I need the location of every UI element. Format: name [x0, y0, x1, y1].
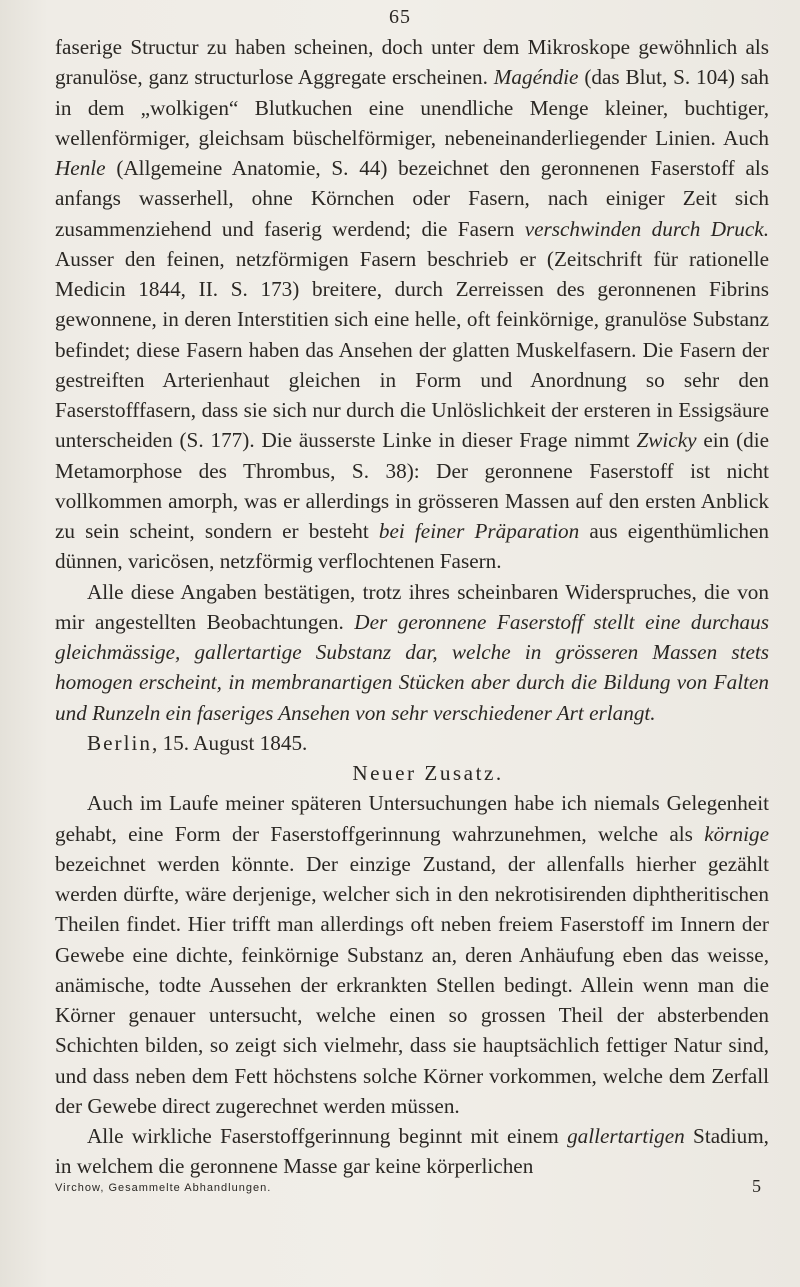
paragraph-2 [55, 577, 769, 728]
p1-italic-praeparation: bei feiner Präparation [378, 519, 580, 543]
p2-italic-conclusion: Der geronnene Faserstoff stellt eine durchaus gleichmässige, gallertartige Substanz dar, welche in grösseren Massen stets homogen erscheint, in membranartigen Stücken aber durch die Bildung von Falten und Runzeln ein faseriges Ansehen von sehr verschiedener Art erlangt. [55, 609, 769, 725]
paragraph-3 [55, 788, 769, 1121]
p3-italic-koernige: körnige [704, 821, 769, 846]
p1-text-1: faserige Structur zu haben scheinen, doch unter dem Mikroskope gewöhnlich als granulöse, ganz structurlose Aggregate erscheinen. [55, 35, 769, 90]
dateline [55, 728, 769, 758]
paragraph-4 [55, 1121, 769, 1182]
p1-italic-henle: Henle [55, 156, 106, 180]
p1-italic-magendie: Magéndie [493, 65, 579, 90]
p1-italic-druck: verschwinden durch Druck. [524, 216, 769, 241]
p1-text-2: (das Blut, S. 104) sah in dem „wolkigen“ Blutkuchen eine unendliche Menge kleiner, buchtiger, wellenförmiger, gleichsam büschelförmiger, nebeneinanderliegender Linien. Auch [55, 65, 769, 150]
signature-mark: 5 [752, 1176, 761, 1196]
page-number: 65 [389, 6, 411, 28]
p1-text-5: ein (die Metamorphose des Thrombus, S. 38): Der geronnene Faserstoff ist nicht vollkommen amorph, was er allerdings in grösseren Massen auf den ersten Anblick zu sein scheint, sondern er besteht [55, 428, 770, 543]
footer-citation [55, 1182, 271, 1194]
p4-text-2: Stadium, in welchem die geronnene Masse gar keine körperlichen [55, 1124, 769, 1179]
footer-author: Virchow [55, 1182, 101, 1194]
dateline-place: Berlin [87, 730, 152, 755]
p3-text-2: bezeichnet werden könnte. Der einzige Zustand, der allenfalls hierher gezählt werden dürfte, wäre derjenige, welcher sich in den nekrotisirenden diphtheritischen Theilen findet. Hier trifft man allerdings oft neben freiem Faserstoff im Innern der Gewebe eine dichte, feinkörnige Substanz an, deren Anhäufung eben das weisse, anämische, todte Aussehen der erkrankten Stellen bedingt. Allein wenn man die Körner genauer untersucht, welche einen so grossen Theil der absterbenden Schichten bilden, so zeigt sich vielmehr, dass sie hauptsächlich fettiger Natur sind, und dass neben dem Fett höchstens solche Körner vorkommen, welche dem Zerfall der Gewebe direct zugerechnet werden müssen. [55, 851, 769, 1118]
body-text [55, 32, 769, 1182]
dateline-date: , 15. August 1845. [151, 730, 308, 755]
p1-italic-zwicky: Zwicky [636, 428, 697, 453]
p1-text-3: (Allgemeine Anatomie, S. 44) bezeichnet den geronnenen Faserstoff als anfangs wasserhell, ohne Körnchen oder Fasern, nach einiger Zeit sich zusammenziehend und faserig werdend; die Fasern [55, 156, 769, 241]
p1-text-6: aus eigenthümlichen dünnen, varicösen, netzförmig verflochtenen Fasern. [55, 519, 769, 574]
p4-text-1: Alle wirkliche Faserstoffgerinnung beginnt mit einem [87, 1124, 568, 1148]
p1-text-4: Ausser den feinen, netzförmigen Fasern beschrieb er (Zeitschrift für rationelle Medicin 1844, II. S. 173) breitere, durch Zerreissen des geronnenen Fibrins gewonnene, in deren Interstitien sich eine helle, oft feinkörnige, granulöse Substanz befindet; diese Fasern haben das Ansehen der glatten Muskelfasern. Die Fasern der gestreiften Arterienhaut gleichen in Form und Anordnung so sehr den Faserstofffasern, dass sie sich nur durch die Unlöslichkeit der ersteren in Essigsäure unterscheiden (S. 177). Die äusserste Linke in dieser Frage nimmt [55, 246, 769, 453]
footer-collection: , Gesammelte Abhandlungen. [100, 1182, 272, 1194]
p4-italic-gallertartigen: gallertartigen [567, 1124, 685, 1148]
p3-text-1: Auch im Laufe meiner späteren Untersuchungen habe ich niemals Gelegenheit gehabt, eine Form der Faserstoffgerinnung wahrzunehmen, welche als [55, 791, 769, 846]
p2-text-1: Alle diese Angaben bestätigen, trotz ihres scheinbaren Widerspruches, die von mir angestellten Beobachtungen. [55, 579, 769, 634]
paragraph-1 [55, 32, 769, 577]
section-heading: Neuer Zusatz. [352, 761, 504, 785]
